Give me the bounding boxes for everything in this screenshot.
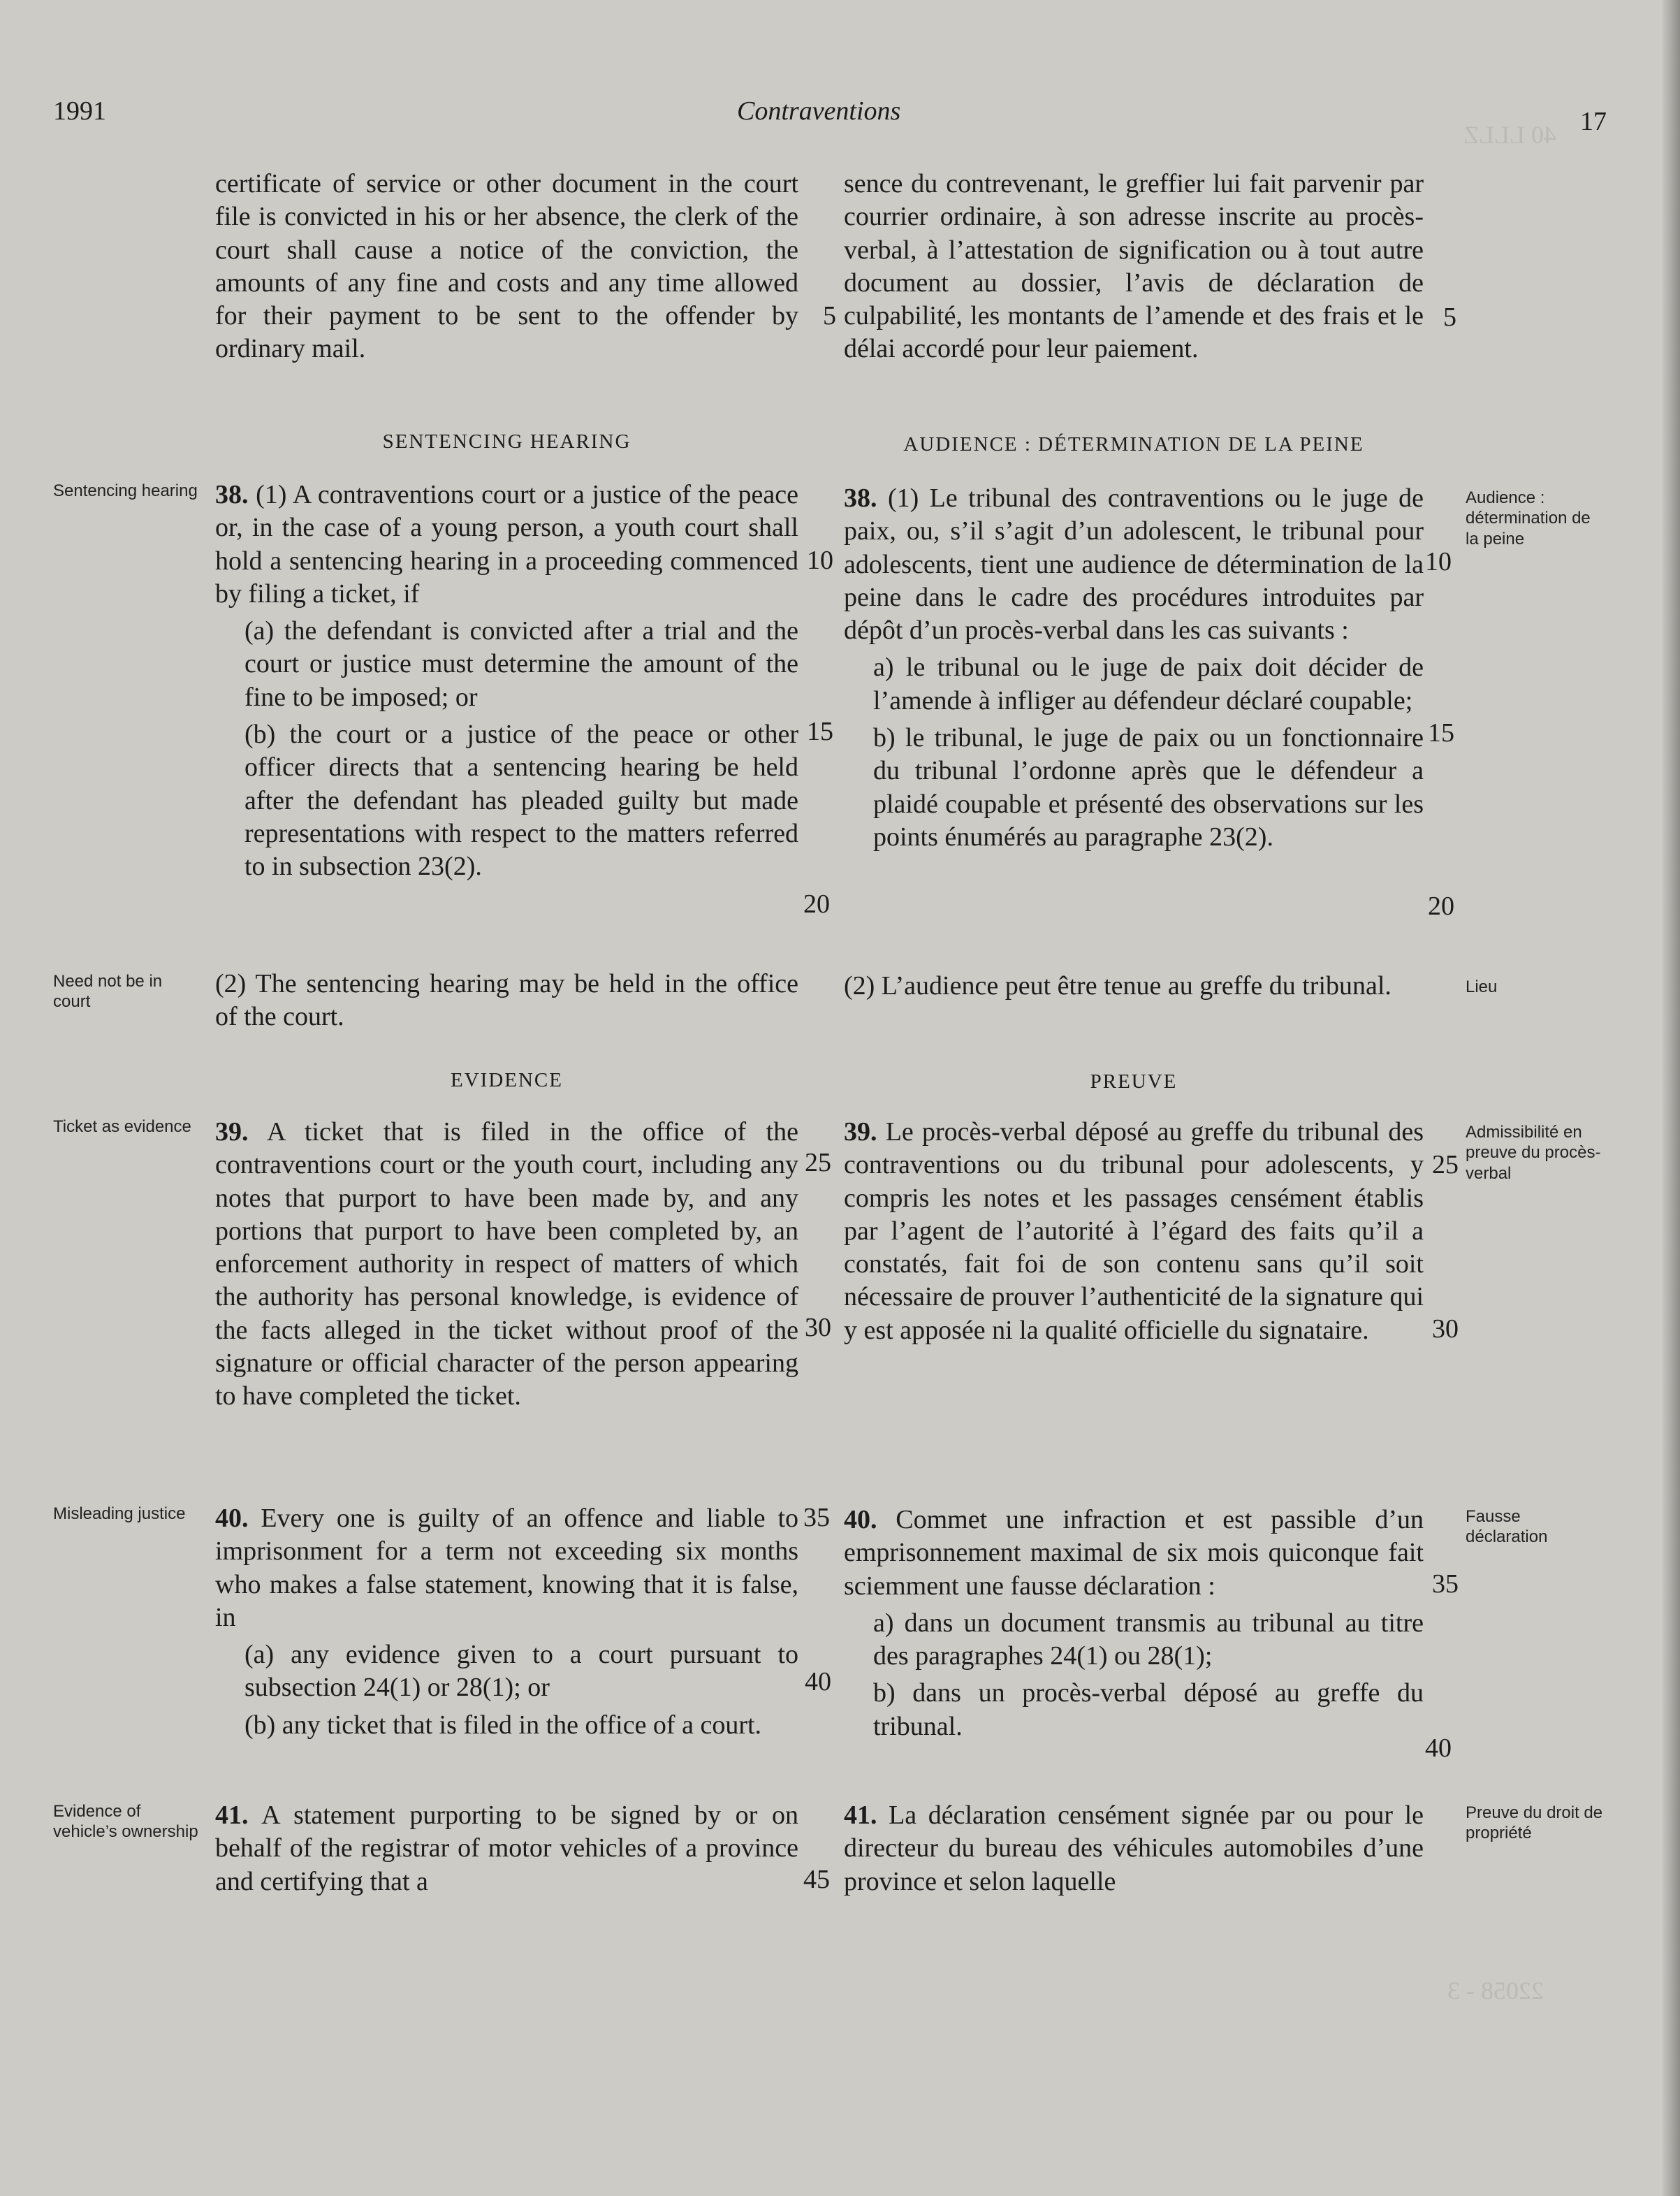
line-number-en-40: 40: [805, 1667, 831, 1696]
en-s38-text: (1) A contraventions court or a justice of the peace or, in the case of a young person, a youth court shall hold a sentencing hearing in a proceeding commenced by filing a ticket, if: [215, 480, 799, 609]
en-s41-number: 41.: [215, 1801, 249, 1830]
line-number-fr-20: 20: [1428, 892, 1454, 921]
line-number-en-30: 30: [805, 1313, 831, 1342]
line-number-fr-10: 10: [1425, 547, 1452, 576]
margin-note-en-sentencing: Sentencing hearing: [53, 481, 198, 500]
en-s38: [215, 479, 798, 884]
en-s40-a: (a) any evidence given to a court pursuant to subsection 24(1) or 28(1); or: [244, 1640, 798, 1703]
fr-s40: [844, 1504, 1424, 1743]
fr-s38-2: (2) L’audience peut être tenue au greffe du tribunal.: [844, 971, 1392, 1001]
line-number-fr-5: 5: [1443, 303, 1456, 332]
line-number-en-20: 20: [803, 889, 830, 919]
en-s39-text: A ticket that is filed in the office of the contraventions court or the youth court, including any notes that purport to have been made by, and any portions that purport to have been completed by, an enforcement authority in respect of matters of which the authority has personal knowledge, is evidence of the facts alleged in the ticket without proof of the signature or official character of the person appearing to have completed the ticket.: [215, 1117, 799, 1411]
line-number-en-15: 15: [807, 717, 833, 746]
margin-note-fr-propriete: Preuve du droit de propriété: [1466, 1803, 1603, 1843]
fr-s40-text: Commet une infraction et est passible d’un emprisonnement maximal de six mois quiconque fait sciemment une fausse déclaration :: [844, 1505, 1424, 1601]
line-number-en-45: 45: [803, 1865, 830, 1894]
fr-s40-b: b) dans un procès-verbal déposé au greffe du tribunal.: [873, 1678, 1424, 1741]
line-number-en-35: 35: [803, 1503, 830, 1532]
en-s40-b: (b) any ticket that is filed in the office of a court.: [244, 1710, 762, 1740]
en-intro: certificate of service or other document in the court file is convicted in his or her absence, the clerk of the court shall cause a notice of the conviction, the amounts of any fine and costs and any time allowed for their payment to be sent to the offender by ordinary mail.: [215, 169, 798, 364]
fr-s38: [844, 482, 1424, 854]
margin-note-fr-admissibilite: Admissibilité en preuve du procès-verbal: [1466, 1123, 1601, 1183]
en-heading-evidence: EVIDENCE: [451, 1069, 563, 1091]
margin-note-en-need-not: Need not be in court: [53, 972, 163, 1012]
fr-heading-sentencing: AUDIENCE : DÉTERMINATION DE LA PEINE: [903, 433, 1364, 456]
en-s39: [215, 1116, 798, 1413]
en-s38-b: (b) the court or a justice of the peace or other officer directs that a sentencing hearing be held after the defendant has pleaded guilty but made representations with respect to the matters referred to in subsection 23(2).: [244, 720, 798, 882]
line-number-en-25: 25: [805, 1148, 831, 1177]
line-number-fr-25: 25: [1432, 1150, 1459, 1179]
en-s41: [215, 1799, 798, 1898]
margin-note-fr-audience: Audience : détermination de la peine: [1466, 488, 1591, 548]
line-number-fr-15: 15: [1428, 718, 1454, 748]
fr-s39: [844, 1116, 1424, 1347]
en-s39-number: 39.: [215, 1117, 249, 1147]
fr-s41-number: 41.: [844, 1801, 877, 1830]
margin-note-fr-fausse: Fausse déclaration: [1466, 1507, 1548, 1547]
line-number-en-5: 5: [823, 301, 836, 330]
fr-s41: [844, 1799, 1424, 1898]
bleed-through-top: 40 LLLZ: [1463, 121, 1556, 149]
line-number-fr-35: 35: [1432, 1569, 1459, 1599]
fr-s41-text: La déclaration censément signée par ou pour le directeur du bureau des véhicules automobiles d’une province et selon laquelle: [844, 1801, 1424, 1896]
page-number: 17: [1580, 107, 1607, 136]
page-year: 1991: [53, 96, 106, 126]
fr-s38-text: (1) Le tribunal des contraventions ou le juge de paix, ou, s’il s’agit d’un adolescent, le tribunal pour adolescents, tient une audience de détermination de la peine dans le cadre des procédures introduites par dépôt d’un procès-verbal dans les cas suivants :: [844, 483, 1424, 646]
page-title: Contraventions: [737, 96, 901, 126]
fr-s38-number: 38.: [844, 483, 877, 513]
line-number-fr-30: 30: [1432, 1314, 1459, 1344]
bleed-through-bottom: 22058 - 3: [1447, 1977, 1544, 2005]
fr-s38-a: a) le tribunal ou le juge de paix doit décider de l’amende à infliger au défendeur déclaré coupable;: [873, 653, 1424, 715]
en-s40: [215, 1502, 798, 1742]
en-s38-2: (2) The sentencing hearing may be held in the office of the court.: [215, 969, 798, 1032]
fr-s39-number: 39.: [844, 1117, 877, 1147]
fr-s39-text: Le procès-verbal déposé au greffe du tribunal des contraventions ou du tribunal pour adolescents, y compris les notes et les passages censément établis par l’agent de l’autorité à l’égard des faits qu’il a constatés, fait foi de son contenu sans qu’il soit nécessaire de prouver l’authenticité de la signature qui y est apposée ni la qualité officielle du signataire.: [844, 1117, 1424, 1345]
en-s38-number: 38.: [215, 480, 249, 509]
margin-note-en-misleading: Misleading justice: [53, 1504, 186, 1523]
fr-s40-a: a) dans un document transmis au tribunal au titre des paragraphes 24(1) ou 28(1);: [873, 1608, 1424, 1671]
line-number-fr-40: 40: [1425, 1733, 1452, 1763]
line-number-en-10: 10: [807, 546, 833, 575]
en-s40-number: 40.: [215, 1504, 249, 1533]
fr-s38-b: b) le tribunal, le juge de paix ou un fonctionnaire du tribunal l’ordonne après que le défendeur a plaidé coupable et présenté des observations sur les points énumérés au paragraphe 23(2).: [873, 723, 1424, 852]
en-heading-sentencing: SENTENCING HEARING: [382, 430, 631, 453]
en-s41-text: A statement purporting to be signed by or on behalf of the registrar of motor vehicles of a province and certifying that a: [215, 1801, 798, 1896]
margin-note-en-vehicle: Evidence of vehicle’s ownership: [53, 1802, 198, 1842]
en-s40-text: Every one is guilty of an offence and liable to imprisonment for a term not exceeding six months who makes a false statement, knowing that it is false, in: [215, 1504, 799, 1632]
fr-intro: sence du contrevenant, le greffier lui fait parvenir par courrier ordinaire, à son adresse inscrite au procès-verbal, à l’attestation de signification ou à tout autre document au dossier, l’avis de déclaration de culpabilité, les montants de l’amende et des frais et le délai accordé pour leur paiement.: [844, 169, 1424, 364]
margin-note-fr-lieu: Lieu: [1466, 977, 1498, 996]
page-edge: [1662, 0, 1680, 2196]
fr-s40-number: 40.: [844, 1505, 877, 1534]
margin-note-en-ticket: Ticket as evidence: [53, 1117, 191, 1136]
en-s38-a: (a) the defendant is convicted after a trial and the court or justice must determine the amount of the fine to be imposed; or: [244, 616, 798, 712]
fr-heading-evidence: PREUVE: [1090, 1070, 1178, 1093]
